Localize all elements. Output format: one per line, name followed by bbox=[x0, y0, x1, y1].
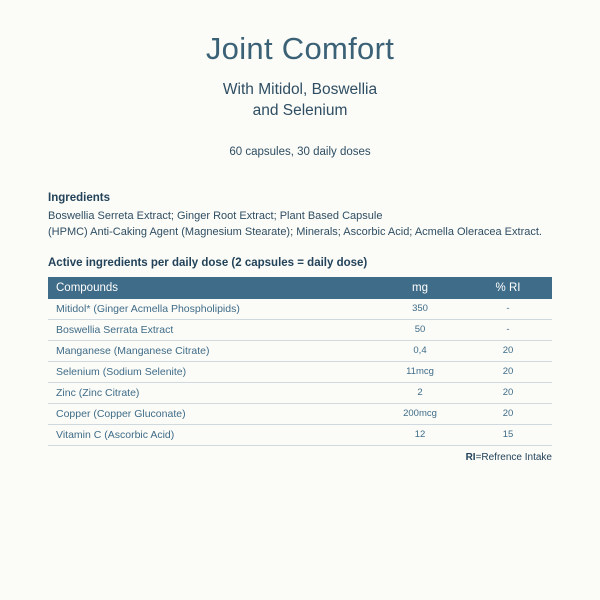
column-header-ri: % RI bbox=[464, 277, 552, 299]
ri-footnote-label: RI bbox=[465, 451, 476, 463]
table-row bbox=[48, 299, 552, 320]
product-subtitle bbox=[48, 80, 552, 122]
cell-mg: 2 bbox=[376, 382, 464, 403]
table-body bbox=[48, 299, 552, 446]
cell-mg: 350 bbox=[376, 299, 464, 320]
table-header-row bbox=[48, 277, 552, 299]
cell-mg: 200mcg bbox=[376, 403, 464, 424]
cell-ri: 20 bbox=[464, 382, 552, 403]
cell-ri: 20 bbox=[464, 340, 552, 361]
cell-compound: Manganese (Manganese Citrate) bbox=[48, 340, 376, 361]
table-row bbox=[48, 382, 552, 403]
table-row bbox=[48, 340, 552, 361]
table-header bbox=[48, 277, 552, 299]
cell-compound: Vitamin C (Ascorbic Acid) bbox=[48, 424, 376, 445]
cell-mg: 12 bbox=[376, 424, 464, 445]
cell-mg: 0,4 bbox=[376, 340, 464, 361]
cell-compound: Mitidol* (Ginger Acmella Phospholipids) bbox=[48, 299, 376, 320]
active-ingredients-table bbox=[48, 277, 552, 446]
ri-footnote bbox=[48, 452, 552, 463]
capsule-count: 60 capsules, 30 daily doses bbox=[229, 145, 371, 158]
cell-compound: Boswellia Serrata Extract bbox=[48, 319, 376, 340]
cell-mg: 11mcg bbox=[376, 361, 464, 382]
subtitle-line-1: With Mitidol, Boswellia bbox=[222, 81, 378, 99]
cell-mg: 50 bbox=[376, 319, 464, 340]
ri-footnote-text: =Refrence Intake bbox=[475, 451, 552, 463]
cell-ri: - bbox=[464, 319, 552, 340]
cell-compound: Copper (Copper Gluconate) bbox=[48, 403, 376, 424]
table-row bbox=[48, 403, 552, 424]
column-header-mg: mg bbox=[376, 277, 464, 299]
table-row bbox=[48, 424, 552, 445]
cell-compound: Selenium (Sodium Selenite) bbox=[48, 361, 376, 382]
active-ingredients-heading: Active ingredients per daily dose (2 capsules = daily dose) bbox=[48, 256, 368, 269]
page-title: Joint Comfort bbox=[205, 31, 395, 66]
subtitle-line-2: and Selenium bbox=[252, 102, 348, 120]
ingredients-line-1: Boswellia Serreta Extract; Ginger Root Extract; Plant Based Capsule bbox=[48, 209, 383, 222]
cell-ri: 20 bbox=[464, 361, 552, 382]
table-row bbox=[48, 319, 552, 340]
column-header-compounds: Compounds bbox=[48, 277, 376, 299]
table-row bbox=[48, 361, 552, 382]
cell-ri: 20 bbox=[464, 403, 552, 424]
cell-ri: 15 bbox=[464, 424, 552, 445]
ingredients-heading: Ingredients bbox=[48, 191, 110, 204]
ingredients-text bbox=[48, 208, 552, 241]
cell-compound: Zinc (Zinc Citrate) bbox=[48, 382, 376, 403]
ingredients-line-2: (HPMC) Anti-Caking Agent (Magnesium Stearate); Minerals; Ascorbic Acid; Acmella Oleracea Extract. bbox=[48, 226, 542, 239]
cell-ri: - bbox=[464, 299, 552, 320]
